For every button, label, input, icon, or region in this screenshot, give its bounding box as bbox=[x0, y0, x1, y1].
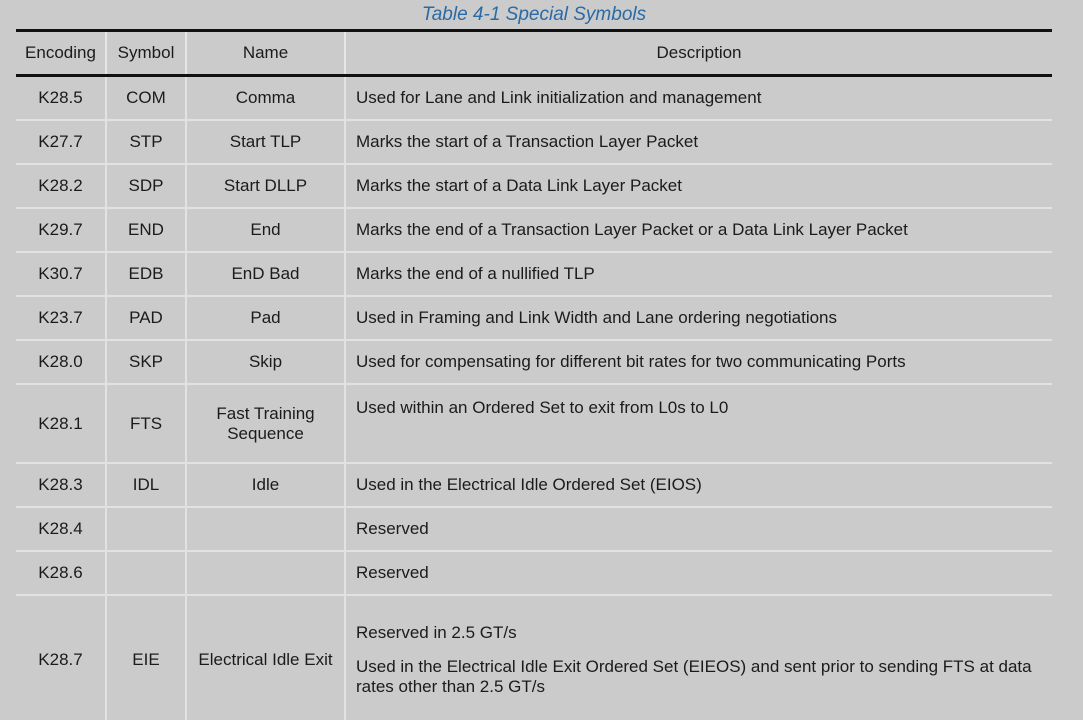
table-row bbox=[16, 164, 1052, 208]
cell-name bbox=[186, 507, 345, 551]
cell-name: EnD Bad bbox=[186, 252, 345, 296]
table-row bbox=[16, 252, 1052, 296]
table-row bbox=[16, 551, 1052, 595]
cell-name: Pad bbox=[186, 296, 345, 340]
table-row bbox=[16, 463, 1052, 507]
cell-description: Used within an Ordered Set to exit from L0s to L0 bbox=[345, 384, 1052, 463]
cell-symbol: EIE bbox=[106, 595, 186, 720]
cell-name: Start TLP bbox=[186, 120, 345, 164]
cell-symbol: EDB bbox=[106, 252, 186, 296]
cell-symbol: END bbox=[106, 208, 186, 252]
table-row bbox=[16, 208, 1052, 252]
table-row bbox=[16, 120, 1052, 164]
cell-description: Marks the start of a Data Link Layer Packet bbox=[345, 164, 1052, 208]
cell-description: Reserved bbox=[345, 551, 1052, 595]
cell-description: Used in the Electrical Idle Ordered Set (EIOS) bbox=[345, 463, 1052, 507]
cell-description bbox=[345, 595, 1052, 720]
special-symbols-table bbox=[16, 29, 1052, 720]
cell-description: Used for compensating for different bit rates for two communicating Ports bbox=[345, 340, 1052, 384]
cell-symbol: SDP bbox=[106, 164, 186, 208]
cell-description: Marks the start of a Transaction Layer Packet bbox=[345, 120, 1052, 164]
cell-description: Used for Lane and Link initialization and management bbox=[345, 76, 1052, 121]
table-row bbox=[16, 595, 1052, 720]
cell-encoding: K28.3 bbox=[16, 463, 106, 507]
cell-symbol bbox=[106, 551, 186, 595]
table-row bbox=[16, 384, 1052, 463]
table-row bbox=[16, 296, 1052, 340]
cell-encoding: K23.7 bbox=[16, 296, 106, 340]
description-line-1: Reserved in 2.5 GT/s bbox=[356, 622, 517, 642]
header-encoding: Encoding bbox=[16, 31, 106, 76]
cell-symbol: PAD bbox=[106, 296, 186, 340]
table-row bbox=[16, 76, 1052, 121]
cell-encoding: K28.0 bbox=[16, 340, 106, 384]
cell-description: Reserved bbox=[345, 507, 1052, 551]
table-header-row bbox=[16, 31, 1052, 76]
cell-description: Used in Framing and Link Width and Lane ordering negotiations bbox=[345, 296, 1052, 340]
table-row bbox=[16, 340, 1052, 384]
header-name: Name bbox=[186, 31, 345, 76]
cell-symbol: IDL bbox=[106, 463, 186, 507]
table-row bbox=[16, 507, 1052, 551]
cell-symbol: FTS bbox=[106, 384, 186, 463]
cell-symbol: SKP bbox=[106, 340, 186, 384]
cell-name: Fast Training Sequence bbox=[186, 384, 345, 463]
cell-name: End bbox=[186, 208, 345, 252]
cell-symbol: STP bbox=[106, 120, 186, 164]
cell-encoding: K28.7 bbox=[16, 595, 106, 720]
cell-name: Electrical Idle Exit bbox=[186, 595, 345, 720]
cell-encoding: K30.7 bbox=[16, 252, 106, 296]
cell-name: Idle bbox=[186, 463, 345, 507]
cell-encoding: K28.2 bbox=[16, 164, 106, 208]
cell-encoding: K28.6 bbox=[16, 551, 106, 595]
cell-name: Comma bbox=[186, 76, 345, 121]
cell-encoding: K28.4 bbox=[16, 507, 106, 551]
cell-description: Marks the end of a Transaction Layer Packet or a Data Link Layer Packet bbox=[345, 208, 1052, 252]
cell-name: Skip bbox=[186, 340, 345, 384]
cell-encoding: K28.1 bbox=[16, 384, 106, 463]
description-line-2: Used in the Electrical Idle Exit Ordered Set (EIEOS) and sent prior to sending FTS at data rates other than 2.5 GT/s bbox=[356, 656, 1032, 696]
cell-description: Marks the end of a nullified TLP bbox=[345, 252, 1052, 296]
cell-symbol: COM bbox=[106, 76, 186, 121]
header-description: Description bbox=[345, 31, 1052, 76]
cell-symbol bbox=[106, 507, 186, 551]
header-symbol: Symbol bbox=[106, 31, 186, 76]
cell-encoding: K29.7 bbox=[16, 208, 106, 252]
cell-name: Start DLLP bbox=[186, 164, 345, 208]
cell-name bbox=[186, 551, 345, 595]
table-caption: Table 4-1 Special Symbols bbox=[421, 4, 647, 25]
cell-encoding: K28.5 bbox=[16, 76, 106, 121]
cell-encoding: K27.7 bbox=[16, 120, 106, 164]
